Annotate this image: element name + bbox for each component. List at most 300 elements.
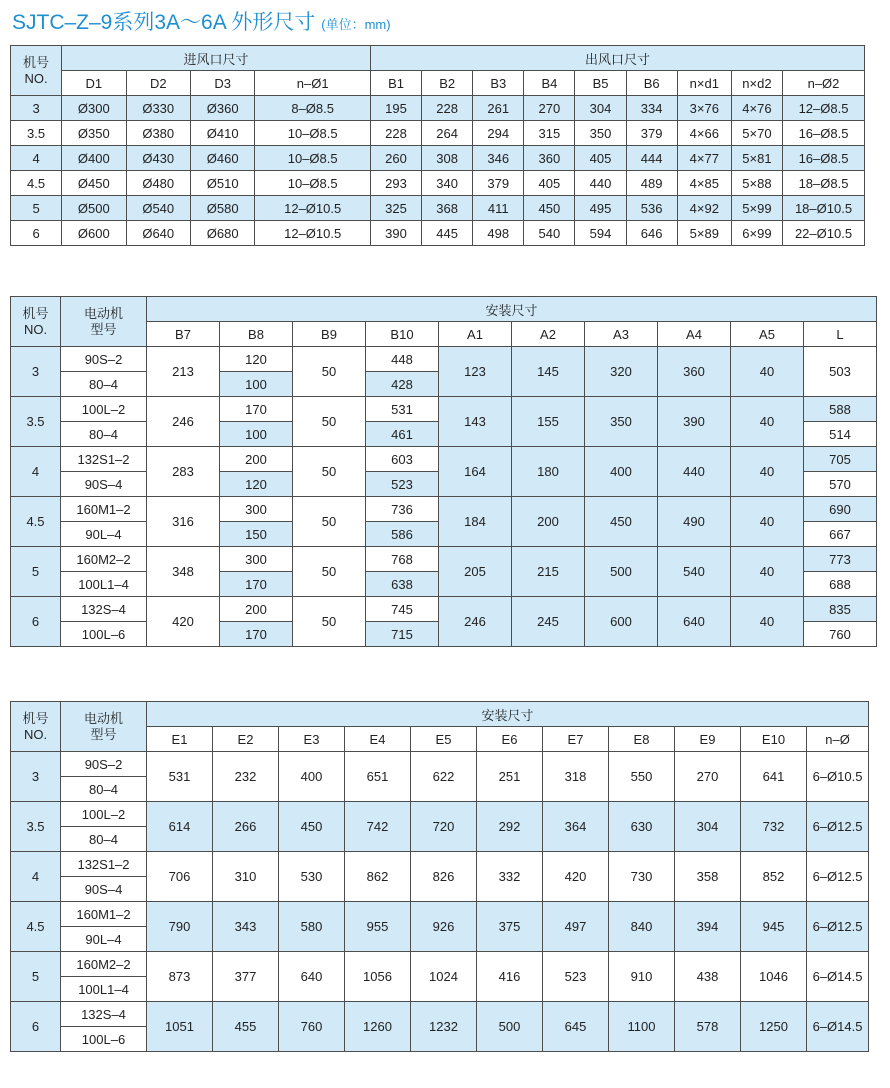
column-header: n×d1 <box>677 71 731 96</box>
machine-no-cell: 3.5 <box>11 397 61 447</box>
table-row <box>11 121 865 146</box>
value-cell: 450 <box>279 802 345 852</box>
column-header: D2 <box>126 71 190 96</box>
value-cell: 690 <box>804 497 877 522</box>
value-cell: 490 <box>658 497 731 547</box>
value-cell: 5×89 <box>677 221 731 246</box>
machine-no-cell: 4.5 <box>11 902 61 952</box>
value-cell: 955 <box>345 902 411 952</box>
value-cell: 5×88 <box>731 171 782 196</box>
table-row <box>11 952 869 977</box>
value-cell: Ø380 <box>126 121 190 146</box>
column-header: B2 <box>422 71 473 96</box>
value-cell: Ø400 <box>62 146 126 171</box>
value-cell: 4×77 <box>677 146 731 171</box>
value-cell: 300 <box>220 547 293 572</box>
value-cell: Ø410 <box>190 121 254 146</box>
value-cell: 667 <box>804 522 877 547</box>
value-cell: 614 <box>147 802 213 852</box>
value-cell: 411 <box>473 196 524 221</box>
table-row <box>11 752 869 777</box>
value-cell: 184 <box>439 497 512 547</box>
motor-model-cell: 160M2–2 <box>61 952 147 977</box>
value-cell: 720 <box>411 802 477 852</box>
machine-no-label: NO. <box>23 726 48 742</box>
value-cell: 300 <box>220 497 293 522</box>
value-cell: 732 <box>741 802 807 852</box>
value-cell: 360 <box>524 146 575 171</box>
value-cell: 461 <box>366 422 439 447</box>
table-row <box>11 146 865 171</box>
value-cell: 760 <box>804 622 877 647</box>
value-cell: 266 <box>213 802 279 852</box>
value-cell: 170 <box>220 572 293 597</box>
value-cell: 760 <box>279 1002 345 1052</box>
value-cell: 6–Ø14.5 <box>807 1002 869 1052</box>
column-header: L <box>804 322 877 347</box>
table-row <box>11 221 865 246</box>
value-cell: 768 <box>366 547 439 572</box>
value-cell: 12–Ø10.5 <box>255 196 371 221</box>
table-row <box>11 902 869 927</box>
value-cell: 715 <box>366 622 439 647</box>
value-cell: 368 <box>422 196 473 221</box>
value-cell: 325 <box>370 196 421 221</box>
value-cell: 150 <box>220 522 293 547</box>
machine-no-cell: 4.5 <box>11 171 62 196</box>
motor-install-dimensions-table-1 <box>10 296 877 647</box>
motor-model-cell: 90S–2 <box>61 752 147 777</box>
value-cell: 40 <box>731 447 804 497</box>
value-cell: Ø460 <box>190 146 254 171</box>
value-cell: 264 <box>422 121 473 146</box>
value-cell: 50 <box>293 547 366 597</box>
value-cell: 164 <box>439 447 512 497</box>
value-cell: 12–Ø10.5 <box>255 221 371 246</box>
value-cell: 18–Ø10.5 <box>783 196 865 221</box>
value-cell: 444 <box>626 146 677 171</box>
motor-model-cell: 90L–4 <box>61 522 147 547</box>
value-cell: 420 <box>543 852 609 902</box>
value-cell: 10–Ø8.5 <box>255 171 371 196</box>
machine-no-cell: 4 <box>11 852 61 902</box>
value-cell: 350 <box>585 397 658 447</box>
column-header: D3 <box>190 71 254 96</box>
column-header: B6 <box>626 71 677 96</box>
value-cell: 536 <box>626 196 677 221</box>
column-header: B3 <box>473 71 524 96</box>
motor-model-cell: 80–4 <box>61 422 147 447</box>
value-cell: 377 <box>213 952 279 1002</box>
value-cell: 862 <box>345 852 411 902</box>
value-cell: 540 <box>524 221 575 246</box>
motor-model-cell: 100L–2 <box>61 397 147 422</box>
value-cell: 22–Ø10.5 <box>783 221 865 246</box>
value-cell: 246 <box>439 597 512 647</box>
value-cell: 450 <box>524 196 575 221</box>
value-cell: Ø510 <box>190 171 254 196</box>
value-cell: 10–Ø8.5 <box>255 121 371 146</box>
machine-no-cell: 4 <box>11 447 61 497</box>
value-cell: 4×92 <box>677 196 731 221</box>
machine-no-cell: 5 <box>11 547 61 597</box>
value-cell: 448 <box>366 347 439 372</box>
value-cell: 6–Ø12.5 <box>807 802 869 852</box>
value-cell: 6–Ø14.5 <box>807 952 869 1002</box>
column-header: A2 <box>512 322 585 347</box>
value-cell: 706 <box>147 852 213 902</box>
value-cell: 835 <box>804 597 877 622</box>
value-cell: 455 <box>213 1002 279 1052</box>
motor-model-cell: 160M1–2 <box>61 497 147 522</box>
value-cell: 945 <box>741 902 807 952</box>
value-cell: 4×85 <box>677 171 731 196</box>
value-cell: 304 <box>675 802 741 852</box>
table-row <box>11 397 877 422</box>
column-header: n–Ø1 <box>255 71 371 96</box>
column-header: n–Ø <box>807 727 869 752</box>
value-cell: 523 <box>543 952 609 1002</box>
value-cell: 428 <box>366 372 439 397</box>
value-cell: Ø360 <box>190 96 254 121</box>
table-row <box>11 497 877 522</box>
value-cell: 100 <box>220 422 293 447</box>
motor-model-cell: 100L–6 <box>61 1027 147 1052</box>
value-cell: 1232 <box>411 1002 477 1052</box>
motor-model-cell: 160M1–2 <box>61 902 147 927</box>
value-cell: 489 <box>626 171 677 196</box>
column-header: E3 <box>279 727 345 752</box>
value-cell: Ø330 <box>126 96 190 121</box>
value-cell: 200 <box>220 447 293 472</box>
motor-model-cell: 100L–2 <box>61 802 147 827</box>
value-cell: 232 <box>213 752 279 802</box>
value-cell: 260 <box>370 146 421 171</box>
value-cell: 405 <box>524 171 575 196</box>
motor-label: 电动机 <box>83 305 123 321</box>
motor-model-cell: 90S–4 <box>61 877 147 902</box>
machine-no-header <box>11 46 62 96</box>
value-cell: 530 <box>279 852 345 902</box>
value-cell: 360 <box>658 347 731 397</box>
page-title <box>12 6 391 36</box>
motor-label: 电动机 <box>83 710 123 726</box>
value-cell: Ø430 <box>126 146 190 171</box>
value-cell: 531 <box>147 752 213 802</box>
value-cell: 12–Ø8.5 <box>783 96 865 121</box>
value-cell: 910 <box>609 952 675 1002</box>
value-cell: 1051 <box>147 1002 213 1052</box>
value-cell: 50 <box>293 597 366 647</box>
value-cell: 6–Ø10.5 <box>807 752 869 802</box>
motor-model-cell: 100L1–4 <box>61 977 147 1002</box>
value-cell: 145 <box>512 347 585 397</box>
value-cell: 570 <box>804 472 877 497</box>
value-cell: 1250 <box>741 1002 807 1052</box>
value-cell: 420 <box>147 597 220 647</box>
value-cell: 638 <box>366 572 439 597</box>
value-cell: 170 <box>220 397 293 422</box>
value-cell: 4×66 <box>677 121 731 146</box>
value-cell: 705 <box>804 447 877 472</box>
column-header: B5 <box>575 71 626 96</box>
value-cell: 500 <box>585 547 658 597</box>
value-cell: 123 <box>439 347 512 397</box>
value-cell: 745 <box>366 597 439 622</box>
value-cell: 622 <box>411 752 477 802</box>
value-cell: 1024 <box>411 952 477 1002</box>
value-cell: 358 <box>675 852 741 902</box>
column-header: E8 <box>609 727 675 752</box>
value-cell: 40 <box>731 497 804 547</box>
value-cell: 310 <box>213 852 279 902</box>
value-cell: 390 <box>370 221 421 246</box>
inlet-header: 进风口尺寸 <box>62 46 371 71</box>
column-header: A4 <box>658 322 731 347</box>
value-cell: 364 <box>543 802 609 852</box>
machine-no-header <box>11 297 61 347</box>
value-cell: 350 <box>575 121 626 146</box>
value-cell: 3×76 <box>677 96 731 121</box>
value-cell: 440 <box>658 447 731 497</box>
column-header: E5 <box>411 727 477 752</box>
value-cell: 332 <box>477 852 543 902</box>
machine-label: 机号 <box>22 305 49 321</box>
column-header: B4 <box>524 71 575 96</box>
value-cell: 926 <box>411 902 477 952</box>
value-cell: 143 <box>439 397 512 447</box>
value-cell: 340 <box>422 171 473 196</box>
machine-label: 机号 <box>23 54 50 70</box>
value-cell: 603 <box>366 447 439 472</box>
value-cell: 228 <box>370 121 421 146</box>
model-label: 型号 <box>90 321 117 337</box>
value-cell: 500 <box>477 1002 543 1052</box>
table-row <box>11 852 869 877</box>
outlet-inlet-dimensions-table <box>10 45 865 246</box>
value-cell: 6×99 <box>731 221 782 246</box>
value-cell: 292 <box>477 802 543 852</box>
value-cell: 120 <box>220 472 293 497</box>
value-cell: 180 <box>512 447 585 497</box>
column-header: E2 <box>213 727 279 752</box>
value-cell: 873 <box>147 952 213 1002</box>
value-cell: 503 <box>804 347 877 397</box>
value-cell: 580 <box>279 902 345 952</box>
machine-no-cell: 5 <box>11 196 62 221</box>
value-cell: 270 <box>675 752 741 802</box>
outlet-header: 出风口尺寸 <box>370 46 864 71</box>
value-cell: 790 <box>147 902 213 952</box>
value-cell: 50 <box>293 397 366 447</box>
column-header: A1 <box>439 322 512 347</box>
value-cell: 40 <box>731 597 804 647</box>
column-header: n×d2 <box>731 71 782 96</box>
value-cell: 1046 <box>741 952 807 1002</box>
install-header: 安装尺寸 <box>147 702 869 727</box>
value-cell: 40 <box>731 347 804 397</box>
column-header: A5 <box>731 322 804 347</box>
value-cell: 594 <box>575 221 626 246</box>
value-cell: 120 <box>220 347 293 372</box>
value-cell: 586 <box>366 522 439 547</box>
value-cell: 852 <box>741 852 807 902</box>
table-row <box>11 447 877 472</box>
motor-model-cell: 90S–4 <box>61 472 147 497</box>
value-cell: 316 <box>147 497 220 547</box>
value-cell: Ø580 <box>190 196 254 221</box>
value-cell: 641 <box>741 752 807 802</box>
value-cell: 600 <box>585 597 658 647</box>
table-row <box>11 1002 869 1027</box>
table-row <box>11 96 865 121</box>
machine-no-cell: 6 <box>11 1002 61 1052</box>
install-header: 安装尺寸 <box>147 297 877 322</box>
column-header: E7 <box>543 727 609 752</box>
machine-no-header <box>11 702 61 752</box>
value-cell: 294 <box>473 121 524 146</box>
motor-model-cell: 80–4 <box>61 372 147 397</box>
value-cell: 320 <box>585 347 658 397</box>
value-cell: 304 <box>575 96 626 121</box>
value-cell: 645 <box>543 1002 609 1052</box>
value-cell: 8–Ø8.5 <box>255 96 371 121</box>
column-header: E6 <box>477 727 543 752</box>
value-cell: 308 <box>422 146 473 171</box>
value-cell: 170 <box>220 622 293 647</box>
machine-no-cell: 6 <box>11 597 61 647</box>
motor-model-cell: 160M2–2 <box>61 547 147 572</box>
value-cell: 213 <box>147 347 220 397</box>
column-header: E9 <box>675 727 741 752</box>
column-header: B8 <box>220 322 293 347</box>
machine-no-cell: 6 <box>11 221 62 246</box>
column-header: E4 <box>345 727 411 752</box>
value-cell: 4×76 <box>731 96 782 121</box>
column-header: B10 <box>366 322 439 347</box>
value-cell: 1260 <box>345 1002 411 1052</box>
machine-no-cell: 3 <box>11 752 61 802</box>
value-cell: 205 <box>439 547 512 597</box>
value-cell: 445 <box>422 221 473 246</box>
value-cell: Ø300 <box>62 96 126 121</box>
title-text: SJTC–Z–9系列3A～6A 外形尺寸 <box>12 11 316 34</box>
value-cell: 16–Ø8.5 <box>783 146 865 171</box>
value-cell: 550 <box>609 752 675 802</box>
value-cell: 18–Ø8.5 <box>783 171 865 196</box>
value-cell: 50 <box>293 347 366 397</box>
value-cell: Ø540 <box>126 196 190 221</box>
value-cell: 270 <box>524 96 575 121</box>
machine-no-label: NO. <box>23 321 48 337</box>
value-cell: Ø640 <box>126 221 190 246</box>
machine-no-cell: 4.5 <box>11 497 61 547</box>
value-cell: 688 <box>804 572 877 597</box>
motor-model-cell: 132S–4 <box>61 1002 147 1027</box>
value-cell: 195 <box>370 96 421 121</box>
value-cell: 10–Ø8.5 <box>255 146 371 171</box>
column-header: B9 <box>293 322 366 347</box>
machine-no-cell: 3.5 <box>11 802 61 852</box>
motor-model-cell: 132S1–2 <box>61 852 147 877</box>
value-cell: 228 <box>422 96 473 121</box>
column-header: A3 <box>585 322 658 347</box>
unit-note: (单位：mm) <box>321 17 391 32</box>
value-cell: 318 <box>543 752 609 802</box>
value-cell: 630 <box>609 802 675 852</box>
value-cell: 416 <box>477 952 543 1002</box>
value-cell: Ø350 <box>62 121 126 146</box>
value-cell: 736 <box>366 497 439 522</box>
value-cell: 5×99 <box>731 196 782 221</box>
value-cell: 495 <box>575 196 626 221</box>
value-cell: 400 <box>279 752 345 802</box>
value-cell: 400 <box>585 447 658 497</box>
value-cell: 16–Ø8.5 <box>783 121 865 146</box>
value-cell: 440 <box>575 171 626 196</box>
value-cell: 200 <box>220 597 293 622</box>
value-cell: 640 <box>279 952 345 1002</box>
value-cell: 773 <box>804 547 877 572</box>
motor-model-cell: 80–4 <box>61 827 147 852</box>
value-cell: 497 <box>543 902 609 952</box>
motor-install-dimensions-table-2 <box>10 701 869 1052</box>
motor-model-header <box>61 297 147 347</box>
value-cell: 215 <box>512 547 585 597</box>
value-cell: 375 <box>477 902 543 952</box>
machine-no-cell: 3.5 <box>11 121 62 146</box>
table-row <box>11 547 877 572</box>
value-cell: 261 <box>473 96 524 121</box>
value-cell: 1100 <box>609 1002 675 1052</box>
motor-model-cell: 132S–4 <box>61 597 147 622</box>
motor-model-cell: 90L–4 <box>61 927 147 952</box>
column-header: E1 <box>147 727 213 752</box>
value-cell: 40 <box>731 397 804 447</box>
value-cell: 540 <box>658 547 731 597</box>
value-cell: 498 <box>473 221 524 246</box>
motor-model-cell: 100L1–4 <box>61 572 147 597</box>
motor-model-cell: 100L–6 <box>61 622 147 647</box>
machine-no-cell: 4 <box>11 146 62 171</box>
value-cell: 200 <box>512 497 585 547</box>
value-cell: 578 <box>675 1002 741 1052</box>
value-cell: Ø480 <box>126 171 190 196</box>
value-cell: 531 <box>366 397 439 422</box>
value-cell: 730 <box>609 852 675 902</box>
value-cell: 826 <box>411 852 477 902</box>
column-header: n–Ø2 <box>783 71 865 96</box>
value-cell: Ø450 <box>62 171 126 196</box>
column-header: B1 <box>370 71 421 96</box>
column-header: D1 <box>62 71 126 96</box>
value-cell: 50 <box>293 497 366 547</box>
motor-model-cell: 132S1–2 <box>61 447 147 472</box>
value-cell: 742 <box>345 802 411 852</box>
value-cell: 315 <box>524 121 575 146</box>
value-cell: 100 <box>220 372 293 397</box>
value-cell: 6–Ø12.5 <box>807 852 869 902</box>
machine-no-cell: 5 <box>11 952 61 1002</box>
machine-no-label: NO. <box>24 70 48 86</box>
value-cell: 450 <box>585 497 658 547</box>
motor-model-header <box>61 702 147 752</box>
value-cell: 438 <box>675 952 741 1002</box>
value-cell: 155 <box>512 397 585 447</box>
table-row <box>11 347 877 372</box>
value-cell: 405 <box>575 146 626 171</box>
value-cell: Ø600 <box>62 221 126 246</box>
